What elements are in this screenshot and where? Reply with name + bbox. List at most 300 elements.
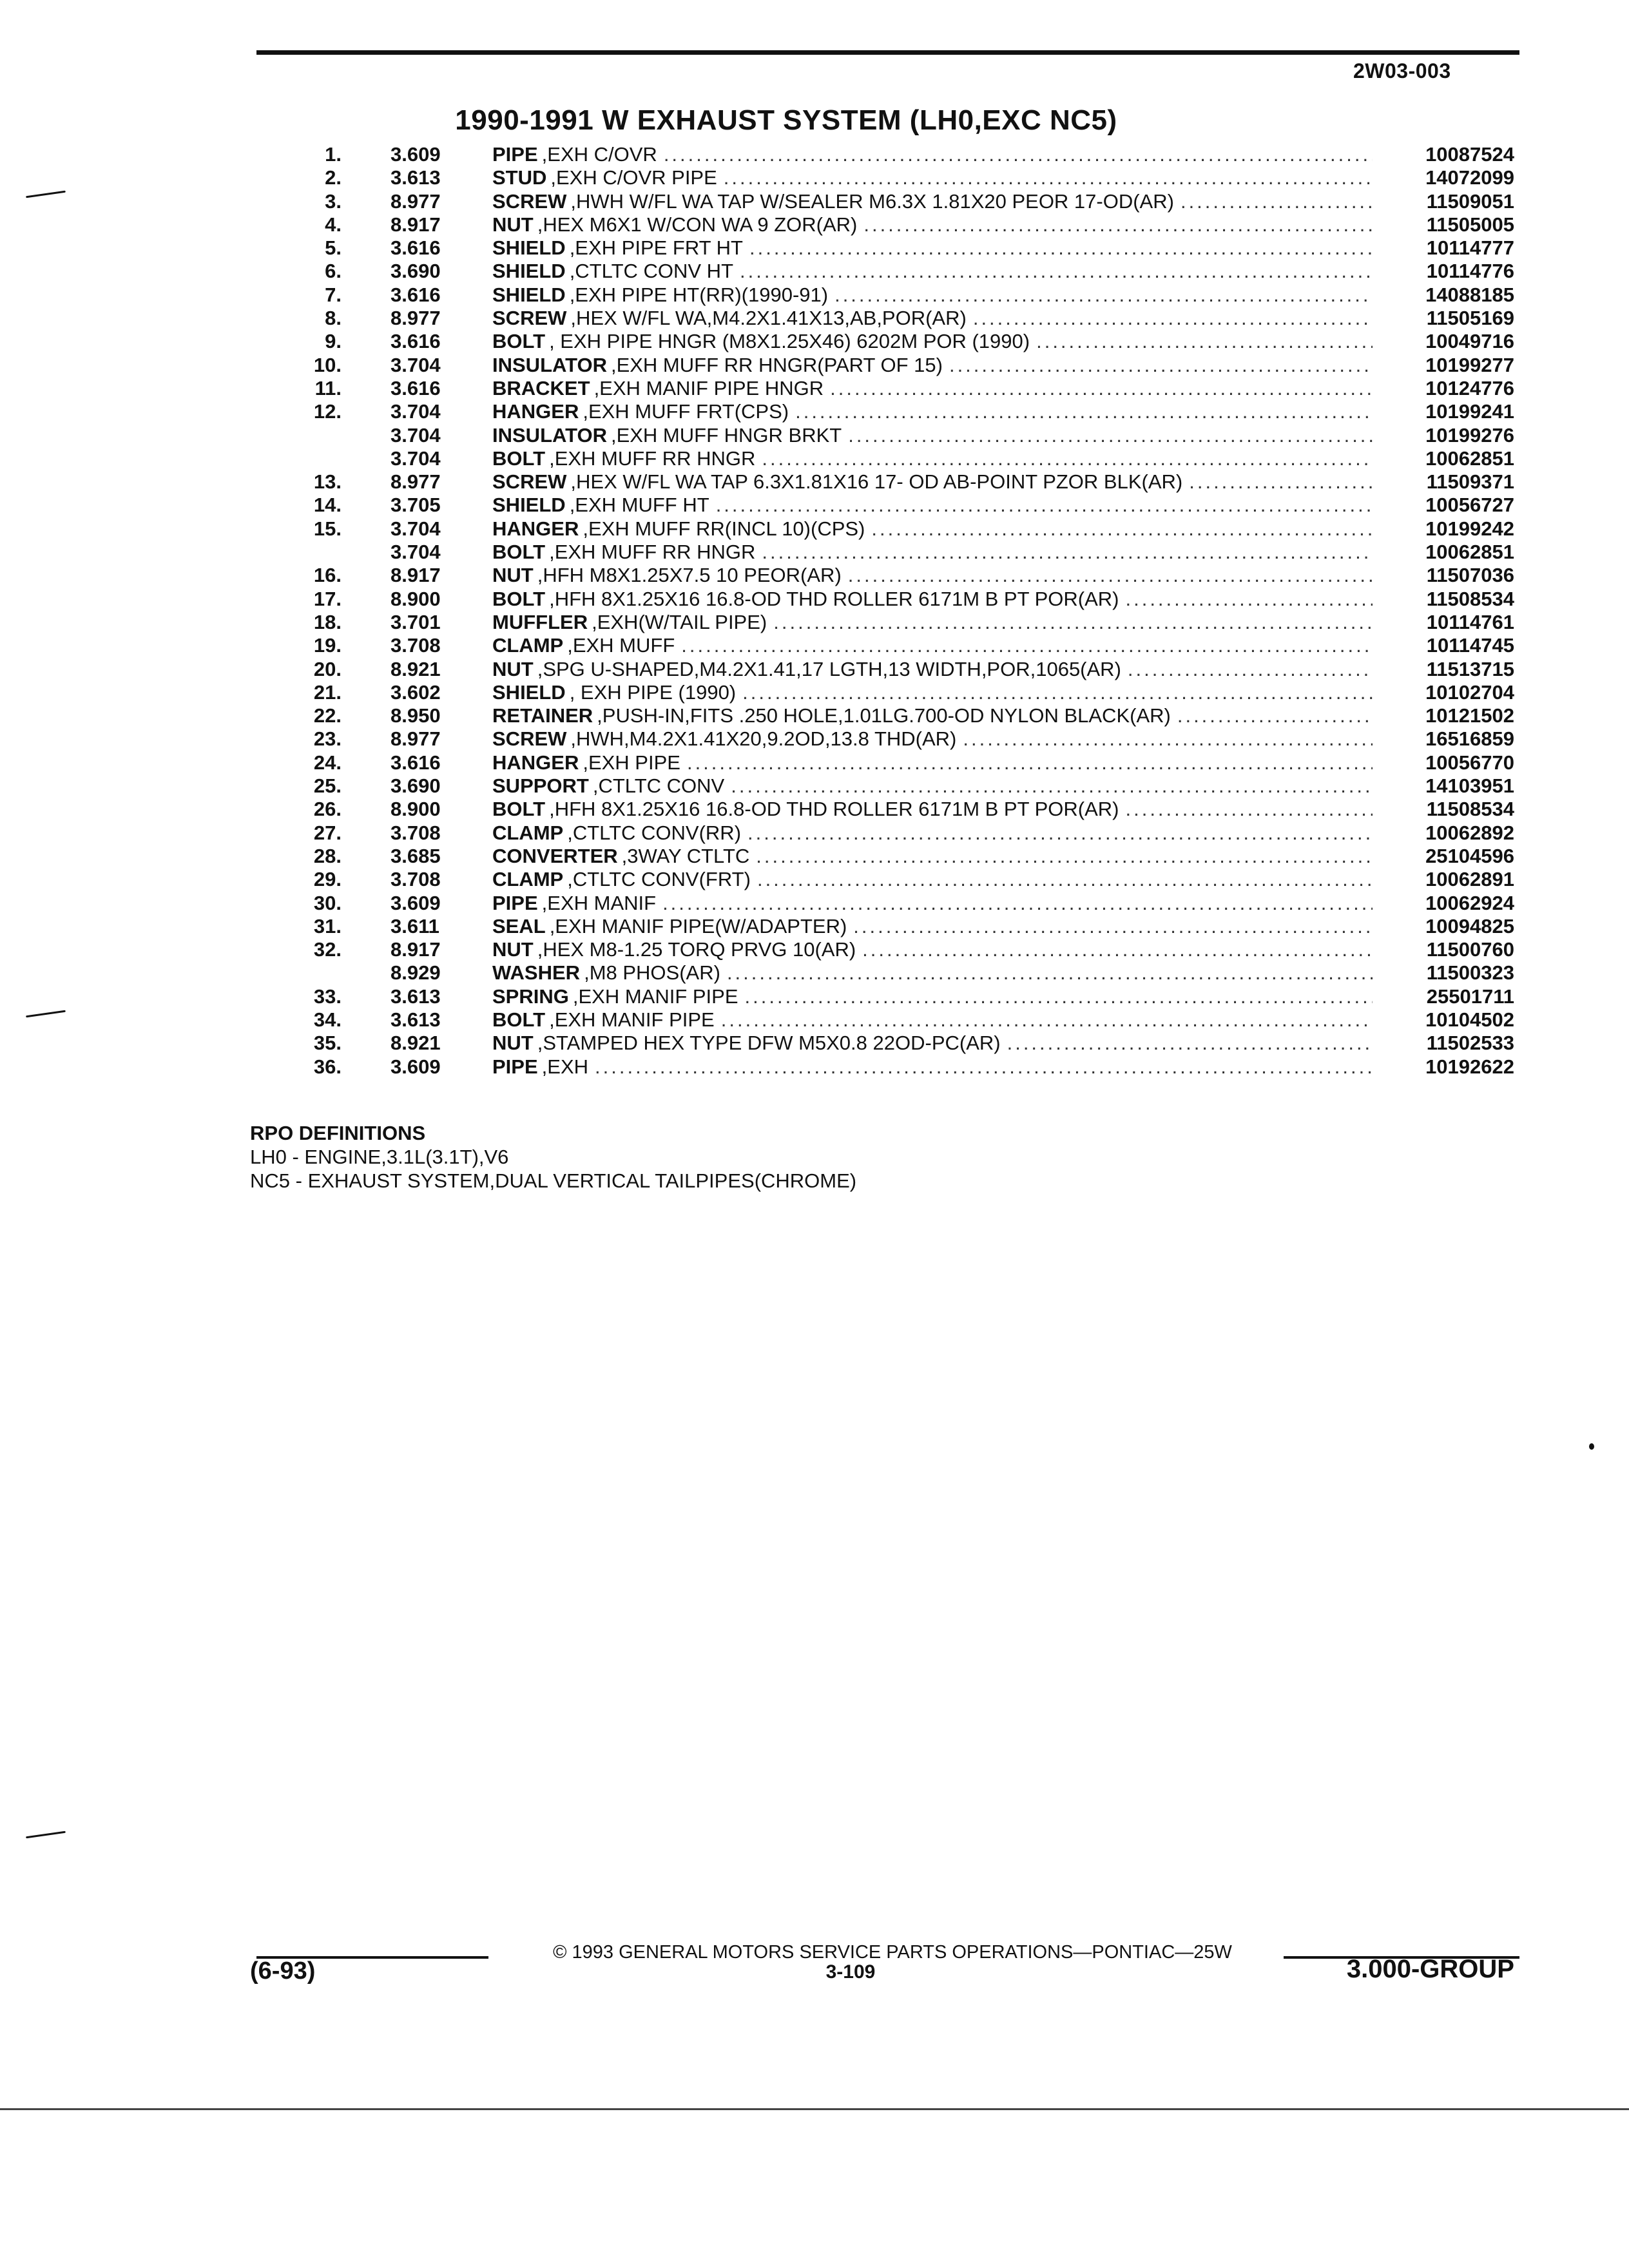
dot-leader bbox=[749, 236, 1373, 260]
part-name: NUT bbox=[492, 938, 534, 961]
part-name: CONVERTER bbox=[492, 844, 618, 867]
part-number: 14072099 bbox=[1425, 166, 1514, 189]
group-number: 8.917 bbox=[390, 213, 441, 236]
dot-leader bbox=[727, 961, 1373, 985]
part-number: 10062891 bbox=[1425, 868, 1514, 891]
part-number: 11505005 bbox=[1426, 213, 1514, 236]
part-number: 10062851 bbox=[1425, 447, 1514, 470]
binder-mark bbox=[26, 1831, 66, 1839]
part-row bbox=[271, 424, 1514, 447]
part-row bbox=[271, 985, 1514, 1008]
parts-list bbox=[271, 143, 1514, 1079]
part-number: 25104596 bbox=[1425, 844, 1514, 867]
part-description bbox=[492, 494, 1379, 517]
part-number: 10114745 bbox=[1426, 634, 1514, 657]
part-name: BOLT bbox=[492, 1008, 546, 1031]
part-detail: ,EXH MUFF bbox=[567, 634, 675, 657]
dot-leader bbox=[848, 564, 1373, 587]
dot-leader bbox=[963, 727, 1373, 751]
dot-leader bbox=[1036, 330, 1373, 353]
binder-mark bbox=[26, 1010, 66, 1018]
part-description bbox=[492, 681, 1379, 704]
part-number: 10199277 bbox=[1425, 353, 1514, 376]
part-name: CLAMP bbox=[492, 634, 564, 657]
part-description bbox=[492, 1032, 1379, 1055]
part-description bbox=[492, 377, 1379, 400]
part-name: BOLT bbox=[492, 541, 546, 564]
dot-leader bbox=[687, 751, 1373, 774]
part-name: NUT bbox=[492, 1032, 534, 1055]
footer-date-code: (6-93) bbox=[250, 1957, 316, 1984]
group-number: 3.609 bbox=[390, 891, 441, 914]
item-number: 25. bbox=[313, 774, 342, 798]
part-name: NUT bbox=[492, 213, 534, 236]
part-row bbox=[271, 1055, 1514, 1079]
group-number: 3.690 bbox=[390, 774, 441, 798]
part-number: 10062924 bbox=[1425, 891, 1514, 914]
part-description bbox=[492, 1008, 1379, 1032]
part-detail: ,CTLTC CONV(RR) bbox=[567, 821, 742, 844]
part-detail: ,EXH MUFF RR HNGR bbox=[549, 447, 756, 470]
part-row bbox=[271, 307, 1514, 330]
group-number: 3.613 bbox=[390, 985, 441, 1008]
rpo-definition-lh0: LH0 - ENGINE,3.1L(3.1T),V6 bbox=[250, 1146, 509, 1168]
part-number: 10199276 bbox=[1425, 423, 1514, 447]
part-number: 25501711 bbox=[1426, 985, 1514, 1008]
part-row bbox=[271, 470, 1514, 494]
item-number: 4. bbox=[325, 213, 342, 236]
part-row bbox=[271, 798, 1514, 821]
part-name: RETAINER bbox=[492, 704, 593, 727]
dot-leader bbox=[762, 447, 1373, 470]
group-number: 3.602 bbox=[390, 680, 441, 704]
dot-leader bbox=[740, 260, 1373, 283]
part-row bbox=[271, 517, 1514, 541]
part-description bbox=[492, 236, 1379, 260]
dot-leader bbox=[1189, 470, 1373, 494]
part-detail: ,CTLTC CONV(FRT) bbox=[567, 868, 751, 891]
dot-leader bbox=[757, 868, 1373, 891]
dot-leader bbox=[973, 307, 1373, 330]
dot-leader bbox=[862, 938, 1373, 961]
part-name: SPRING bbox=[492, 985, 569, 1008]
part-name: MUFFLER bbox=[492, 610, 588, 633]
part-number: 10199242 bbox=[1425, 517, 1514, 540]
part-number: 11505169 bbox=[1426, 307, 1514, 330]
part-description bbox=[492, 704, 1379, 727]
part-description bbox=[492, 424, 1379, 447]
group-number: 3.704 bbox=[390, 517, 441, 540]
part-row bbox=[271, 588, 1514, 611]
dot-leader bbox=[742, 681, 1373, 704]
part-number: 10062851 bbox=[1425, 541, 1514, 564]
dot-leader bbox=[834, 284, 1373, 307]
part-description bbox=[492, 541, 1379, 564]
dot-leader bbox=[662, 892, 1373, 915]
part-row bbox=[271, 564, 1514, 587]
item-number: 30. bbox=[313, 891, 342, 914]
item-number: 35. bbox=[313, 1032, 342, 1055]
dot-leader bbox=[747, 822, 1373, 845]
part-number: 10114777 bbox=[1426, 236, 1514, 260]
rpo-definitions bbox=[250, 1121, 856, 1193]
part-row bbox=[271, 868, 1514, 891]
part-number: 10199241 bbox=[1425, 400, 1514, 423]
part-name: PIPE bbox=[492, 891, 538, 914]
part-row bbox=[271, 260, 1514, 283]
dot-leader bbox=[830, 377, 1373, 400]
part-detail: ,EXH MUFF RR HNGR(PART OF 15) bbox=[610, 353, 943, 376]
top-rule bbox=[256, 50, 1519, 55]
group-number: 8.900 bbox=[390, 587, 441, 610]
part-description bbox=[492, 517, 1379, 541]
part-number: 11508534 bbox=[1426, 587, 1514, 610]
rpo-title: RPO DEFINITIONS bbox=[250, 1122, 426, 1144]
part-description bbox=[492, 190, 1379, 213]
part-number: 10087524 bbox=[1425, 143, 1514, 166]
part-number: 10094825 bbox=[1425, 914, 1514, 937]
part-row bbox=[271, 166, 1514, 189]
part-number: 10114761 bbox=[1426, 610, 1514, 633]
part-number: 11508534 bbox=[1426, 798, 1514, 821]
part-row bbox=[271, 284, 1514, 307]
part-number: 10049716 bbox=[1425, 330, 1514, 353]
part-detail: ,HEX M6X1 W/CON WA 9 ZOR(AR) bbox=[537, 213, 858, 236]
part-row bbox=[271, 681, 1514, 704]
part-detail: ,CTLTC CONV bbox=[592, 774, 725, 798]
part-description bbox=[492, 751, 1379, 774]
part-row bbox=[271, 845, 1514, 868]
part-name: NUT bbox=[492, 657, 534, 680]
item-number: 20. bbox=[313, 657, 342, 680]
group-number: 3.609 bbox=[390, 1055, 441, 1078]
group-number: 3.609 bbox=[390, 143, 441, 166]
part-row bbox=[271, 611, 1514, 634]
part-detail: ,HEX W/FL WA TAP 6.3X1.81X16 17- OD AB-POINT PZOR BLK(AR) bbox=[570, 470, 1183, 494]
part-description bbox=[492, 658, 1379, 681]
part-number: 10102704 bbox=[1425, 680, 1514, 704]
group-number: 8.917 bbox=[390, 564, 441, 587]
page-title: 1990-1991 W EXHAUST SYSTEM (LH0,EXC NC5) bbox=[455, 104, 1117, 136]
part-row bbox=[271, 377, 1514, 400]
part-detail: ,EXH MUFF RR(INCL 10)(CPS) bbox=[583, 517, 865, 540]
part-detail: ,EXH MUFF HNGR BRKT bbox=[610, 423, 842, 447]
part-description bbox=[492, 1055, 1379, 1079]
part-name: CLAMP bbox=[492, 821, 564, 844]
item-number: 18. bbox=[313, 610, 342, 633]
part-name: BOLT bbox=[492, 587, 546, 610]
bottom-scan-line bbox=[0, 2108, 1629, 2110]
group-number: 3.708 bbox=[390, 634, 441, 657]
group-number: 3.708 bbox=[390, 821, 441, 844]
group-number: 3.611 bbox=[390, 914, 439, 937]
part-description bbox=[492, 774, 1379, 798]
part-description bbox=[492, 307, 1379, 330]
part-name: PIPE bbox=[492, 1055, 538, 1078]
part-name: WASHER bbox=[492, 961, 581, 985]
part-name: SHIELD bbox=[492, 283, 566, 306]
group-number: 8.977 bbox=[390, 727, 441, 751]
part-description bbox=[492, 284, 1379, 307]
dot-leader bbox=[1177, 704, 1373, 727]
item-number: 19. bbox=[313, 634, 342, 657]
part-row bbox=[271, 704, 1514, 727]
item-number: 17. bbox=[313, 587, 342, 610]
part-detail: ,EXH PIPE HT(RR)(1990-91) bbox=[569, 283, 829, 306]
item-number: 7. bbox=[325, 283, 342, 306]
group-number: 3.704 bbox=[390, 400, 441, 423]
part-detail: ,HEX M8-1.25 TORQ PRVG 10(AR) bbox=[537, 938, 856, 961]
part-description bbox=[492, 143, 1379, 166]
part-name: CLAMP bbox=[492, 868, 564, 891]
part-row bbox=[271, 1032, 1514, 1055]
item-number: 16. bbox=[313, 564, 342, 587]
part-row bbox=[271, 915, 1514, 938]
item-number: 27. bbox=[313, 821, 342, 844]
part-number: 11500760 bbox=[1426, 938, 1514, 961]
dot-leader bbox=[731, 774, 1373, 798]
part-number: 11500323 bbox=[1426, 961, 1514, 985]
dot-leader bbox=[1128, 658, 1373, 681]
group-number: 8.977 bbox=[390, 307, 441, 330]
item-number: 1. bbox=[325, 143, 342, 166]
dot-leader bbox=[595, 1055, 1373, 1079]
item-number: 33. bbox=[313, 985, 342, 1008]
part-detail: ,EXH MANIF PIPE bbox=[549, 1008, 715, 1031]
part-description bbox=[492, 845, 1379, 868]
part-detail: ,EXH MANIF bbox=[541, 891, 657, 914]
dot-leader bbox=[1125, 798, 1373, 821]
group-number: 8.977 bbox=[390, 189, 441, 213]
part-description bbox=[492, 915, 1379, 938]
dot-leader bbox=[681, 634, 1373, 657]
group-number: 3.690 bbox=[390, 260, 441, 283]
item-number: 15. bbox=[313, 517, 342, 540]
group-number: 3.613 bbox=[390, 1008, 441, 1031]
dot-leader bbox=[762, 541, 1373, 564]
item-number: 11. bbox=[314, 376, 342, 399]
group-number: 3.704 bbox=[390, 353, 441, 376]
group-number: 8.917 bbox=[390, 938, 441, 961]
part-detail: ,CTLTC CONV HT bbox=[569, 260, 733, 283]
part-detail: ,M8 PHOS(AR) bbox=[584, 961, 720, 985]
group-number: 3.613 bbox=[390, 166, 441, 189]
part-row bbox=[271, 190, 1514, 213]
group-number: 3.705 bbox=[390, 494, 441, 517]
group-number: 8.977 bbox=[390, 470, 441, 494]
item-number: 10. bbox=[313, 353, 342, 376]
part-name: INSULATOR bbox=[492, 423, 607, 447]
dot-leader bbox=[724, 166, 1373, 189]
part-description bbox=[492, 447, 1379, 470]
group-number: 3.616 bbox=[390, 376, 441, 399]
part-description bbox=[492, 470, 1379, 494]
footer-page-number: 3-109 bbox=[825, 1961, 876, 1983]
footer-copyright: © 1993 GENERAL MOTORS SERVICE PARTS OPERATIONS—PONTIAC—25W bbox=[553, 1942, 1232, 1963]
item-number: 24. bbox=[313, 751, 342, 774]
dot-leader bbox=[863, 213, 1373, 236]
part-detail: ,HEX W/FL WA,M4.2X1.41X13,AB,POR(AR) bbox=[570, 307, 967, 330]
part-number: 11509371 bbox=[1426, 470, 1514, 494]
part-name: SHIELD bbox=[492, 236, 566, 260]
part-description bbox=[492, 260, 1379, 283]
part-name: INSULATOR bbox=[492, 353, 607, 376]
part-row bbox=[271, 236, 1514, 260]
part-name: SCREW bbox=[492, 727, 567, 751]
part-row bbox=[271, 143, 1514, 166]
part-description bbox=[492, 588, 1379, 611]
item-number: 21. bbox=[313, 680, 342, 704]
part-detail: ,SPG U-SHAPED,M4.2X1.41,17 LGTH,13 WIDTH,POR,1065(AR) bbox=[537, 657, 1121, 680]
part-number: 11513715 bbox=[1426, 657, 1514, 680]
item-number: 26. bbox=[313, 798, 342, 821]
part-detail: ,PUSH-IN,FITS .250 HOLE,1.01LG.700-OD NYLON BLACK(AR) bbox=[597, 704, 1171, 727]
part-name: HANGER bbox=[492, 751, 579, 774]
part-description bbox=[492, 822, 1379, 845]
part-number: 16516859 bbox=[1425, 727, 1514, 751]
part-description bbox=[492, 166, 1379, 189]
part-row bbox=[271, 938, 1514, 961]
dot-leader bbox=[1125, 588, 1373, 611]
part-description bbox=[492, 798, 1379, 821]
part-name: SUPPORT bbox=[492, 774, 589, 798]
part-name: HANGER bbox=[492, 517, 579, 540]
item-number: 6. bbox=[325, 260, 342, 283]
group-number: 3.616 bbox=[390, 330, 441, 353]
part-row bbox=[271, 774, 1514, 798]
item-number: 32. bbox=[313, 938, 342, 961]
dot-leader bbox=[756, 845, 1373, 868]
dot-leader bbox=[871, 517, 1373, 541]
part-detail: ,EXH MUFF RR HNGR bbox=[549, 541, 756, 564]
part-row bbox=[271, 494, 1514, 517]
part-description bbox=[492, 985, 1379, 1008]
part-number: 10104502 bbox=[1425, 1008, 1514, 1031]
dot-leader bbox=[716, 494, 1373, 517]
part-name: SEAL bbox=[492, 914, 546, 937]
part-detail: ,EXH C/OVR bbox=[541, 143, 657, 166]
part-number: 14088185 bbox=[1425, 283, 1514, 306]
item-number: 9. bbox=[325, 330, 342, 353]
part-detail: ,HFH M8X1.25X7.5 10 PEOR(AR) bbox=[537, 564, 842, 587]
part-detail: ,EXH MANIF PIPE HNGR bbox=[593, 376, 824, 399]
item-number: 31. bbox=[313, 914, 342, 937]
item-number: 3. bbox=[325, 189, 342, 213]
part-number: 10114776 bbox=[1426, 260, 1514, 283]
part-row bbox=[271, 634, 1514, 657]
item-number: 23. bbox=[313, 727, 342, 751]
part-number: 11509051 bbox=[1426, 189, 1514, 213]
part-number: 10056770 bbox=[1425, 751, 1514, 774]
part-row bbox=[271, 961, 1514, 985]
dot-leader bbox=[853, 915, 1373, 938]
group-number: 8.921 bbox=[390, 1032, 441, 1055]
group-number: 3.701 bbox=[390, 610, 441, 633]
part-detail: ,EXH MUFF HT bbox=[569, 494, 709, 517]
part-number: 11507036 bbox=[1426, 564, 1514, 587]
part-detail: ,HWH W/FL WA TAP W/SEALER M6.3X 1.81X20 PEOR 17-OD(AR) bbox=[570, 189, 1174, 213]
item-number: 34. bbox=[313, 1008, 342, 1031]
part-detail: ,EXH MUFF FRT(CPS) bbox=[583, 400, 789, 423]
group-number: 8.921 bbox=[390, 657, 441, 680]
part-name: SHIELD bbox=[492, 494, 566, 517]
item-number: 13. bbox=[313, 470, 342, 494]
part-detail: ,EXH(W/TAIL PIPE) bbox=[592, 610, 767, 633]
part-name: SCREW bbox=[492, 470, 567, 494]
part-row bbox=[271, 447, 1514, 470]
part-name: SHIELD bbox=[492, 260, 566, 283]
part-detail: ,HWH,M4.2X1.41X20,9.2OD,13.8 THD(AR) bbox=[570, 727, 957, 751]
dot-leader bbox=[721, 1008, 1373, 1032]
dot-leader bbox=[1007, 1032, 1373, 1055]
part-number: 10124776 bbox=[1425, 376, 1514, 399]
part-description bbox=[492, 961, 1379, 985]
part-name: SHIELD bbox=[492, 680, 566, 704]
binder-mark bbox=[26, 191, 66, 198]
part-row bbox=[271, 822, 1514, 845]
item-number: 5. bbox=[325, 236, 342, 260]
group-number: 3.704 bbox=[390, 541, 441, 564]
part-description bbox=[492, 354, 1379, 377]
part-name: BRACKET bbox=[492, 376, 590, 399]
scan-dot bbox=[1589, 1443, 1594, 1450]
item-number: 28. bbox=[313, 844, 342, 867]
dot-leader bbox=[848, 424, 1373, 447]
part-detail: ,HFH 8X1.25X16 16.8-OD THD ROLLER 6171M B PT POR(AR) bbox=[549, 798, 1119, 821]
part-detail: , EXH PIPE HNGR (M8X1.25X46) 6202M POR (1990) bbox=[549, 330, 1030, 353]
part-number: 10121502 bbox=[1425, 704, 1514, 727]
page-code: 2W03-003 bbox=[1353, 59, 1451, 82]
dot-leader bbox=[664, 143, 1373, 166]
footer-group: 3.000-GROUP bbox=[1346, 1955, 1514, 1983]
part-detail: ,EXH PIPE FRT HT bbox=[569, 236, 743, 260]
part-name: HANGER bbox=[492, 400, 579, 423]
part-detail: ,EXH bbox=[541, 1055, 589, 1078]
group-number: 8.900 bbox=[390, 798, 441, 821]
group-number: 8.950 bbox=[390, 704, 441, 727]
group-number: 3.704 bbox=[390, 423, 441, 447]
group-number: 3.685 bbox=[390, 844, 441, 867]
part-row bbox=[271, 1008, 1514, 1032]
part-detail: , EXH PIPE (1990) bbox=[569, 680, 737, 704]
part-row bbox=[271, 213, 1514, 236]
item-number: 8. bbox=[325, 307, 342, 330]
part-name: BOLT bbox=[492, 447, 546, 470]
part-number: 10192622 bbox=[1425, 1055, 1514, 1078]
part-detail: ,STAMPED HEX TYPE DFW M5X0.8 22OD-PC(AR) bbox=[537, 1032, 1001, 1055]
part-name: SCREW bbox=[492, 307, 567, 330]
dot-leader bbox=[773, 611, 1373, 634]
part-description bbox=[492, 330, 1379, 353]
item-number: 29. bbox=[313, 868, 342, 891]
item-number: 14. bbox=[313, 494, 342, 517]
part-description bbox=[492, 868, 1379, 891]
item-number: 2. bbox=[325, 166, 342, 189]
dot-leader bbox=[795, 400, 1373, 423]
item-number: 22. bbox=[313, 704, 342, 727]
part-number: 10056727 bbox=[1425, 494, 1514, 517]
group-number: 3.616 bbox=[390, 236, 441, 260]
part-name: SCREW bbox=[492, 189, 567, 213]
part-description bbox=[492, 892, 1379, 915]
part-row bbox=[271, 658, 1514, 681]
part-description bbox=[492, 634, 1379, 657]
part-description bbox=[492, 727, 1379, 751]
part-row bbox=[271, 330, 1514, 353]
part-description bbox=[492, 400, 1379, 423]
part-row bbox=[271, 354, 1514, 377]
item-number: 12. bbox=[313, 400, 342, 423]
